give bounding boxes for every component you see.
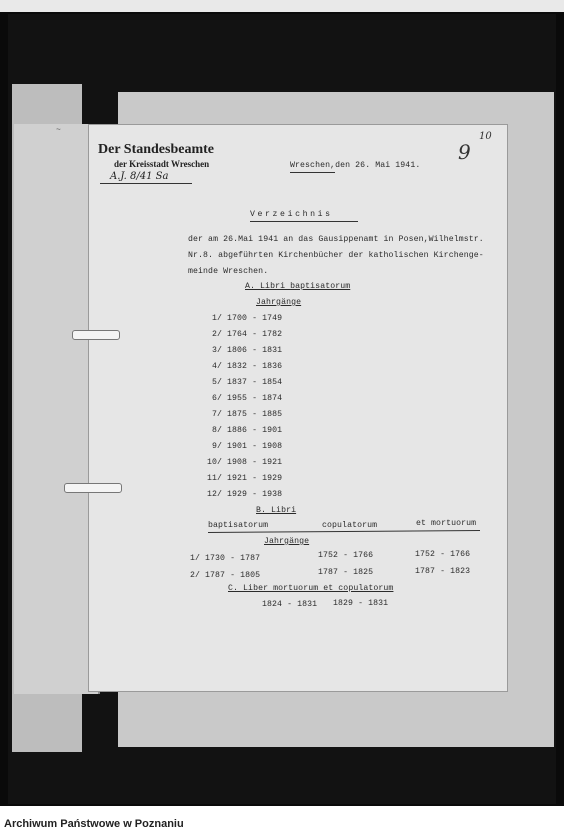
archive-name: Archiwum Państwowe w Poznaniu bbox=[4, 818, 184, 830]
reference-underline bbox=[100, 183, 192, 184]
column-header-copulatorum: copulatorum bbox=[322, 521, 378, 530]
section-c-range-1: 1824 - 1831 bbox=[262, 600, 318, 609]
intro-line-1: der am 26.Mai 1941 an das Gausippenamt in Posen,Wilhelmstr. bbox=[188, 235, 484, 244]
place-underline bbox=[290, 172, 335, 173]
stamp-title: Der Standesbeamte bbox=[98, 142, 215, 157]
stamp-subtitle: der Kreisstadt Wreschen bbox=[114, 159, 210, 169]
top-border-strip bbox=[0, 0, 564, 12]
section-b-heading: B. Libri bbox=[256, 506, 297, 515]
list-item-range: 1700 - 1749 bbox=[227, 314, 283, 323]
list-item-range: 1886 - 1901 bbox=[227, 426, 283, 435]
list-item-range: 1901 - 1908 bbox=[227, 442, 283, 451]
list-item-no: 6/ bbox=[212, 394, 223, 403]
page-number: 9 bbox=[458, 140, 471, 164]
list-item-range: 1875 - 1885 bbox=[227, 410, 283, 419]
table-row-no: 2/ bbox=[190, 571, 201, 580]
table-row-no: 1/ bbox=[190, 554, 201, 563]
column-header-mortuorum: et mortuorum bbox=[416, 519, 477, 528]
list-item-no: 1/ bbox=[212, 314, 223, 323]
list-item-no: 3/ bbox=[212, 346, 223, 355]
section-c-range-2: 1829 - 1831 bbox=[333, 599, 389, 608]
table-cell-mortuorum: 1787 - 1823 bbox=[415, 567, 471, 576]
list-item-no: 11/ bbox=[207, 474, 223, 483]
list-item-no: 4/ bbox=[212, 362, 223, 371]
list-item-range: 1832 - 1836 bbox=[227, 362, 283, 371]
list-item-no: 7/ bbox=[212, 410, 223, 419]
list-item-no: 10/ bbox=[207, 458, 223, 467]
table-cell-mortuorum: 1752 - 1766 bbox=[415, 550, 471, 559]
list-item-range: 1806 - 1831 bbox=[227, 346, 283, 355]
document-title: Verzeichnis bbox=[250, 210, 333, 219]
column-header-baptisatorum: baptisatorum bbox=[208, 521, 269, 530]
list-item-range: 1955 - 1874 bbox=[227, 394, 283, 403]
title-underline bbox=[250, 221, 358, 222]
binder-clip-upper bbox=[72, 330, 120, 340]
table-cell-baptisatorum: 1730 - 1787 bbox=[205, 554, 261, 563]
list-item-no: 9/ bbox=[212, 442, 223, 451]
list-item-range: 1837 - 1854 bbox=[227, 378, 283, 387]
list-item-range: 1908 - 1921 bbox=[227, 458, 283, 467]
section-b-subheading: Jahrgänge bbox=[264, 537, 310, 546]
list-item-no: 12/ bbox=[207, 490, 223, 499]
margin-mark: ~ bbox=[56, 126, 61, 135]
list-item-no: 2/ bbox=[212, 330, 223, 339]
section-c-heading: C. Liber mortuorum et copulatorum bbox=[228, 584, 394, 593]
section-a-heading: A. Libri baptisatorum bbox=[245, 282, 351, 291]
page-number-corner: 10 bbox=[479, 131, 492, 142]
table-cell-baptisatorum: 1787 - 1805 bbox=[205, 571, 261, 580]
reference-number: A.J. 8/41 Sa bbox=[110, 171, 169, 182]
archive-footer bbox=[0, 806, 564, 840]
intro-line-3: meinde Wreschen. bbox=[188, 267, 269, 276]
list-item-no: 5/ bbox=[212, 378, 223, 387]
binder-clip-lower bbox=[64, 483, 122, 493]
list-item-range: 1764 - 1782 bbox=[227, 330, 283, 339]
list-item-range: 1921 - 1929 bbox=[227, 474, 283, 483]
table-cell-copulatorum: 1752 - 1766 bbox=[318, 551, 374, 560]
place-date: Wreschen,den 26. Mai 1941. bbox=[290, 161, 421, 170]
list-item-no: 8/ bbox=[212, 426, 223, 435]
intro-line-2: Nr.8. abgeführten Kirchenbücher der katholischen Kirchenge- bbox=[188, 251, 484, 260]
table-cell-copulatorum: 1787 - 1825 bbox=[318, 568, 374, 577]
section-a-subheading: Jahrgänge bbox=[256, 298, 302, 307]
list-item-range: 1929 - 1938 bbox=[227, 490, 283, 499]
